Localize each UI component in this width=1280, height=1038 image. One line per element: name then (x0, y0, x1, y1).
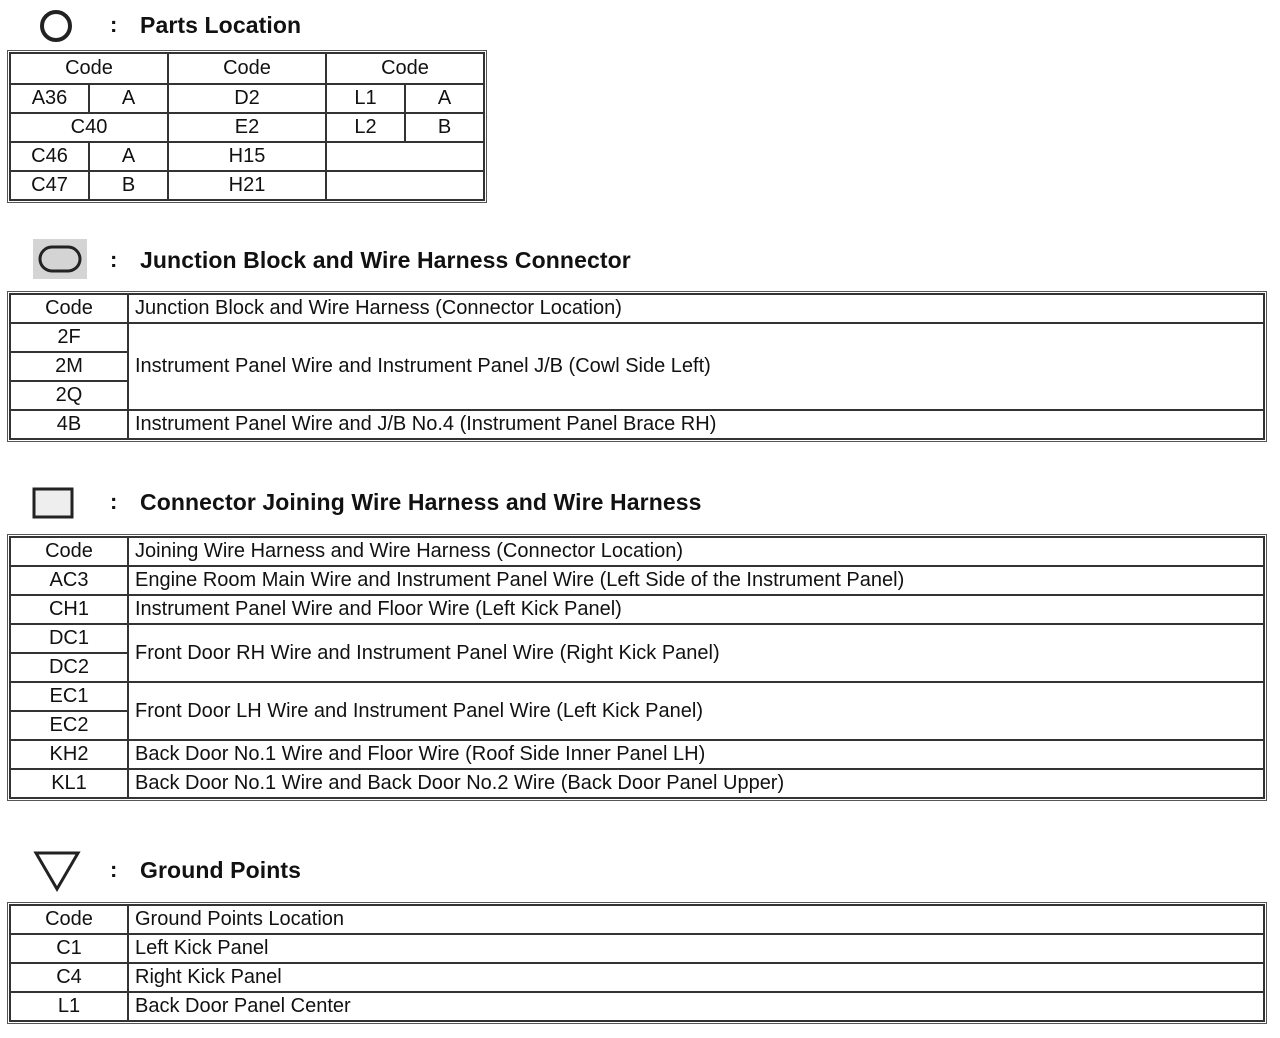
table-row (10, 963, 1264, 992)
code-cell: DC1 (10, 624, 128, 653)
code-cell: EC2 (10, 711, 128, 740)
code-suffix-cell: B (89, 171, 168, 200)
header-code: Code (168, 53, 326, 84)
shaded-rounded-rect-icon (30, 237, 90, 281)
rectangle-icon (31, 486, 75, 520)
table-header-row (10, 53, 484, 84)
code-cell: 2F (10, 323, 128, 352)
table-row (10, 624, 1264, 653)
code-suffix-cell: A (89, 84, 168, 113)
junction-block-heading (0, 241, 1000, 281)
code-cell: A36 (10, 84, 89, 113)
description-cell: Front Door RH Wire and Instrument Panel Wire (Right Kick Panel) (128, 624, 1264, 682)
junction-block-title: Junction Block and Wire Harness Connector (140, 247, 631, 273)
triangle-down-icon (32, 849, 82, 893)
description-cell: Back Door No.1 Wire and Back Door No.2 Wire (Back Door Panel Upper) (128, 769, 1264, 798)
ground-points-heading (0, 851, 1000, 891)
header-code: Code (10, 905, 128, 934)
code-suffix-cell: B (405, 113, 484, 142)
code-cell: DC2 (10, 653, 128, 682)
code-cell: CH1 (10, 595, 128, 624)
description-cell: Engine Room Main Wire and Instrument Panel Wire (Left Side of the Instrument Panel) (128, 566, 1264, 595)
table-header-row (10, 905, 1264, 934)
table-header-row (10, 537, 1264, 566)
header-description: Ground Points Location (128, 905, 1264, 934)
code-cell: KH2 (10, 740, 128, 769)
table-row (10, 595, 1264, 624)
table-header-row (10, 294, 1264, 323)
junction-block-table (9, 293, 1265, 440)
header-description: Joining Wire Harness and Wire Harness (Connector Location) (128, 537, 1264, 566)
code-cell: KL1 (10, 769, 128, 798)
code-cell: EC1 (10, 682, 128, 711)
code-cell: 4B (10, 410, 128, 439)
connector-joining-heading (0, 483, 1000, 523)
parts-location-table (9, 52, 485, 201)
code-cell: 2Q (10, 381, 128, 410)
description-cell: Front Door LH Wire and Instrument Panel Wire (Left Kick Panel) (128, 682, 1264, 740)
code-cell: C46 (10, 142, 89, 171)
code-cell: L1 (10, 992, 128, 1021)
code-suffix-cell: A (405, 84, 484, 113)
description-cell: Instrument Panel Wire and J/B No.4 (Instrument Panel Brace RH) (128, 410, 1264, 439)
header-code: Code (10, 294, 128, 323)
code-cell: C47 (10, 171, 89, 200)
header-code: Code (10, 537, 128, 566)
ground-points-title: Ground Points (140, 857, 302, 883)
table-row (10, 934, 1264, 963)
heading-colon: : (110, 489, 118, 514)
table-row (10, 84, 484, 113)
code-cell: H15 (168, 142, 326, 171)
code-cell: C40 (10, 113, 168, 142)
table-row (10, 740, 1264, 769)
parts-location-heading (0, 6, 1000, 46)
header-code: Code (326, 53, 484, 84)
connector-joining-title: Connector Joining Wire Harness and Wire Harness (140, 489, 702, 515)
code-cell: E2 (168, 113, 326, 142)
table-row (10, 410, 1264, 439)
table-row (10, 769, 1264, 798)
code-cell: D2 (168, 84, 326, 113)
table-row (10, 992, 1264, 1021)
heading-colon: : (110, 247, 118, 272)
description-cell: Left Kick Panel (128, 934, 1264, 963)
code-suffix-cell: A (89, 142, 168, 171)
connector-joining-table (9, 536, 1265, 799)
description-cell: Back Door Panel Center (128, 992, 1264, 1021)
code-cell: H21 (168, 171, 326, 200)
description-cell: Instrument Panel Wire and Floor Wire (Left Kick Panel) (128, 595, 1264, 624)
ground-points-table (9, 904, 1265, 1022)
table-row (10, 113, 484, 142)
code-cell: 2M (10, 352, 128, 381)
code-cell: L2 (326, 113, 405, 142)
description-cell: Back Door No.1 Wire and Floor Wire (Roof Side Inner Panel LH) (128, 740, 1264, 769)
empty-cell (326, 171, 484, 200)
code-cell: C1 (10, 934, 128, 963)
table-row (10, 323, 1264, 352)
table-row (10, 142, 484, 171)
empty-cell (326, 142, 484, 171)
code-cell: C4 (10, 963, 128, 992)
table-row (10, 566, 1264, 595)
code-cell: AC3 (10, 566, 128, 595)
code-cell: L1 (326, 84, 405, 113)
heading-colon: : (110, 857, 118, 882)
description-cell: Right Kick Panel (128, 963, 1264, 992)
parts-location-title: Parts Location (140, 12, 302, 38)
circle-icon (36, 6, 76, 46)
header-description: Junction Block and Wire Harness (Connector Location) (128, 294, 1264, 323)
heading-colon: : (110, 12, 118, 37)
table-row (10, 171, 484, 200)
description-cell: Instrument Panel Wire and Instrument Panel J/B (Cowl Side Left) (128, 323, 1264, 410)
header-code: Code (10, 53, 168, 84)
table-row (10, 682, 1264, 711)
